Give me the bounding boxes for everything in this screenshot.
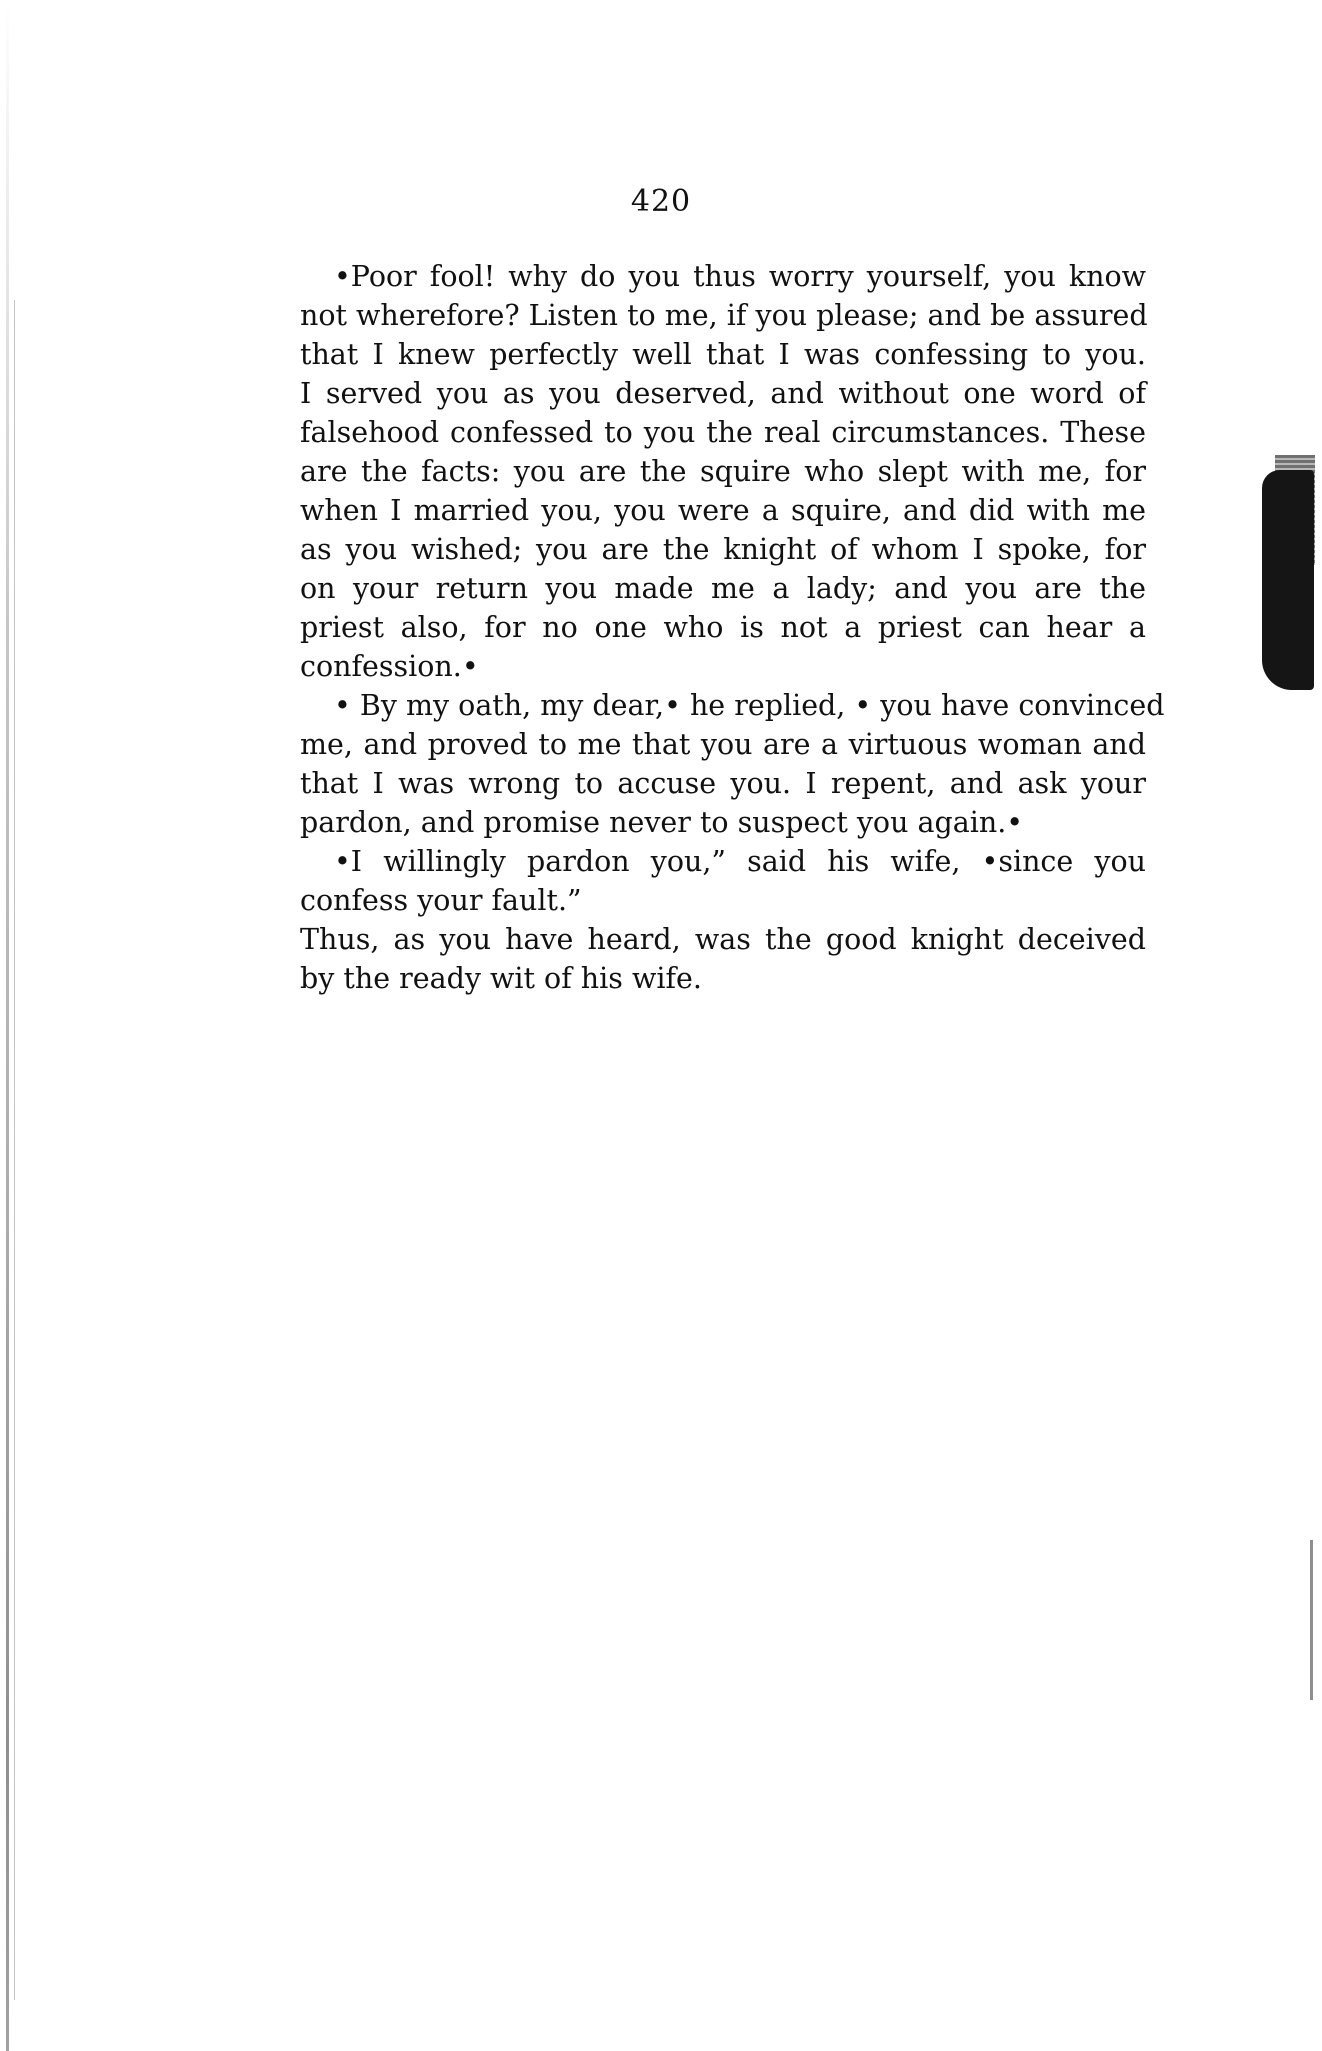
body-text xyxy=(300,257,1165,998)
scan-edge-left-line xyxy=(14,300,15,2000)
text-line: pardon, and promise never to suspect you again.• xyxy=(300,806,1024,839)
scan-edge-left xyxy=(6,0,9,2051)
paragraph xyxy=(300,686,1165,842)
text-line: that I was wrong to accuse you. I repent, and ask your xyxy=(300,767,1146,800)
text-line: •I willingly pardon you,” said his wife, •since you xyxy=(334,845,1146,878)
paragraph xyxy=(300,257,1146,686)
text-line: me, and proved to me that you are a virtuous woman and xyxy=(300,728,1146,761)
text-line: Thus, as you have heard, was the good knight deceived xyxy=(300,923,1146,956)
scan-artifact-right xyxy=(1262,470,1314,690)
page-number: 420 xyxy=(630,184,692,219)
text-line: that I knew perfectly well that I was confessing to you. xyxy=(300,338,1146,371)
text-line: as you wished; you are the knight of whom I spoke, for xyxy=(300,533,1146,566)
text-line: confess your fault.” xyxy=(300,884,582,917)
text-line: priest also, for no one who is not a priest can hear a xyxy=(300,611,1146,644)
text-line: I served you as you deserved, and without one word of xyxy=(300,377,1146,410)
text-line: are the facts: you are the squire who slept with me, for xyxy=(300,455,1146,488)
text-line: confession.• xyxy=(300,650,479,683)
text-line: on your return you made me a lady; and you are the xyxy=(300,572,1146,605)
text-line: • By my oath, my dear,• he replied, • you have convinced xyxy=(334,689,1165,722)
paragraph xyxy=(300,920,1146,998)
paragraph xyxy=(300,842,1146,920)
text-line: •Poor fool! why do you thus worry yourself, you know xyxy=(334,260,1146,293)
text-line: by the ready wit of his wife. xyxy=(300,962,702,995)
text-line: falsehood confessed to you the real circumstances. These xyxy=(300,416,1146,449)
text-line: not wherefore? Listen to me, if you please; and be assured xyxy=(300,299,1148,332)
text-line: when I married you, you were a squire, and did with me xyxy=(300,494,1146,527)
scan-edge-right-line xyxy=(1310,1540,1313,1700)
